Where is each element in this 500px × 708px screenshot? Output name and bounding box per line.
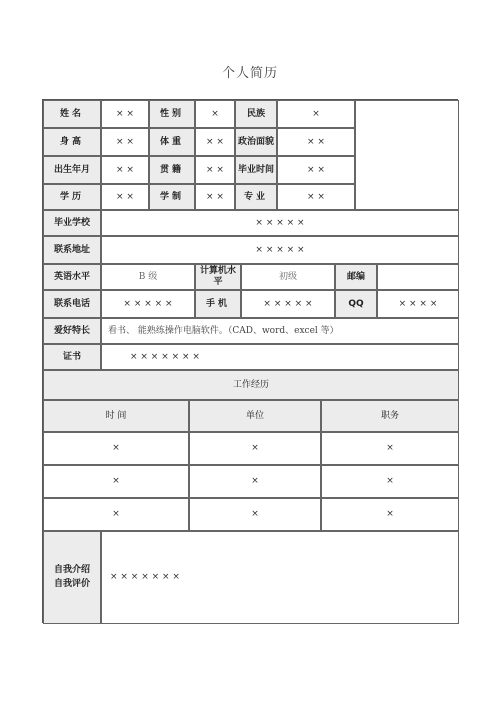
certificate-value: × × × × × × × <box>101 344 459 370</box>
gender-value: × <box>195 100 235 128</box>
resume-table <box>42 99 458 623</box>
hobby-label: 爱好特长 <box>43 318 101 344</box>
work-cell: × <box>321 465 459 498</box>
hobby-value: 看书、 能熟练操作电脑软件。（CAD、word、excel 等） <box>101 318 459 344</box>
self-label <box>43 531 101 624</box>
birth-value: × × <box>101 156 149 184</box>
education-label: 学历 <box>43 184 101 210</box>
work-cell: × <box>43 498 189 531</box>
work-cell: × <box>189 465 321 498</box>
work-cell: × <box>189 432 321 465</box>
birth-label: 出生年月 <box>43 156 101 184</box>
weight-label: 体重 <box>149 128 195 156</box>
work-heading: 工作经历 <box>43 370 459 400</box>
work-header-time: 时 间 <box>43 400 189 432</box>
education-value: × × <box>101 184 149 210</box>
self-label-line1: 自我介绍 <box>53 565 90 575</box>
political-value: × × <box>277 128 355 156</box>
name-value: × × <box>101 100 149 128</box>
grad-date-label: 毕业时间 <box>235 156 277 184</box>
address-label: 联系地址 <box>43 236 101 264</box>
native-place-value: × × <box>195 156 235 184</box>
phone-value: × × × × × <box>101 290 195 318</box>
work-header-position: 职务 <box>321 400 459 432</box>
self-label-line2: 自我评价 <box>53 579 90 589</box>
major-label: 专业 <box>235 184 277 210</box>
work-cell: × <box>321 498 459 531</box>
computer-label: 计算机水平 <box>195 264 241 290</box>
self-value: × × × × × × × <box>101 531 459 624</box>
native-place-label: 贯籍 <box>149 156 195 184</box>
name-label: 姓名 <box>43 100 101 128</box>
work-cell: × <box>43 465 189 498</box>
gender-label: 性别 <box>149 100 195 128</box>
work-cell: × <box>321 432 459 465</box>
postcode-label: 邮编 <box>335 264 377 290</box>
grad-date-value: × × <box>277 156 355 184</box>
schooling-label: 学制 <box>149 184 195 210</box>
school-value: × × × × × <box>101 210 459 236</box>
mobile-value: × × × × × <box>241 290 335 318</box>
height-value: × × <box>101 128 149 156</box>
ethnicity-value: × <box>277 100 355 128</box>
address-value: × × × × × <box>101 236 459 264</box>
qq-value: × × × × <box>377 290 459 318</box>
weight-value: × × <box>195 128 235 156</box>
schooling-value: × × <box>195 184 235 210</box>
english-value: B 级 <box>101 264 195 290</box>
qq-label: QQ <box>335 290 377 318</box>
school-label: 毕业学校 <box>43 210 101 236</box>
mobile-label: 手机 <box>195 290 241 318</box>
height-label: 身高 <box>43 128 101 156</box>
certificate-label: 证书 <box>43 344 101 370</box>
major-value: × × <box>277 184 355 210</box>
photo-area <box>355 100 459 210</box>
english-label: 英语水平 <box>43 264 101 290</box>
phone-label: 联系电话 <box>43 290 101 318</box>
political-label: 政治面貌 <box>235 128 277 156</box>
work-cell: × <box>43 432 189 465</box>
work-cell: × <box>189 498 321 531</box>
work-header-unit: 单位 <box>189 400 321 432</box>
computer-value: 初级 <box>241 264 335 290</box>
ethnicity-label: 民族 <box>235 100 277 128</box>
postcode-value <box>377 264 459 290</box>
page-title: 个人简历 <box>221 66 278 81</box>
